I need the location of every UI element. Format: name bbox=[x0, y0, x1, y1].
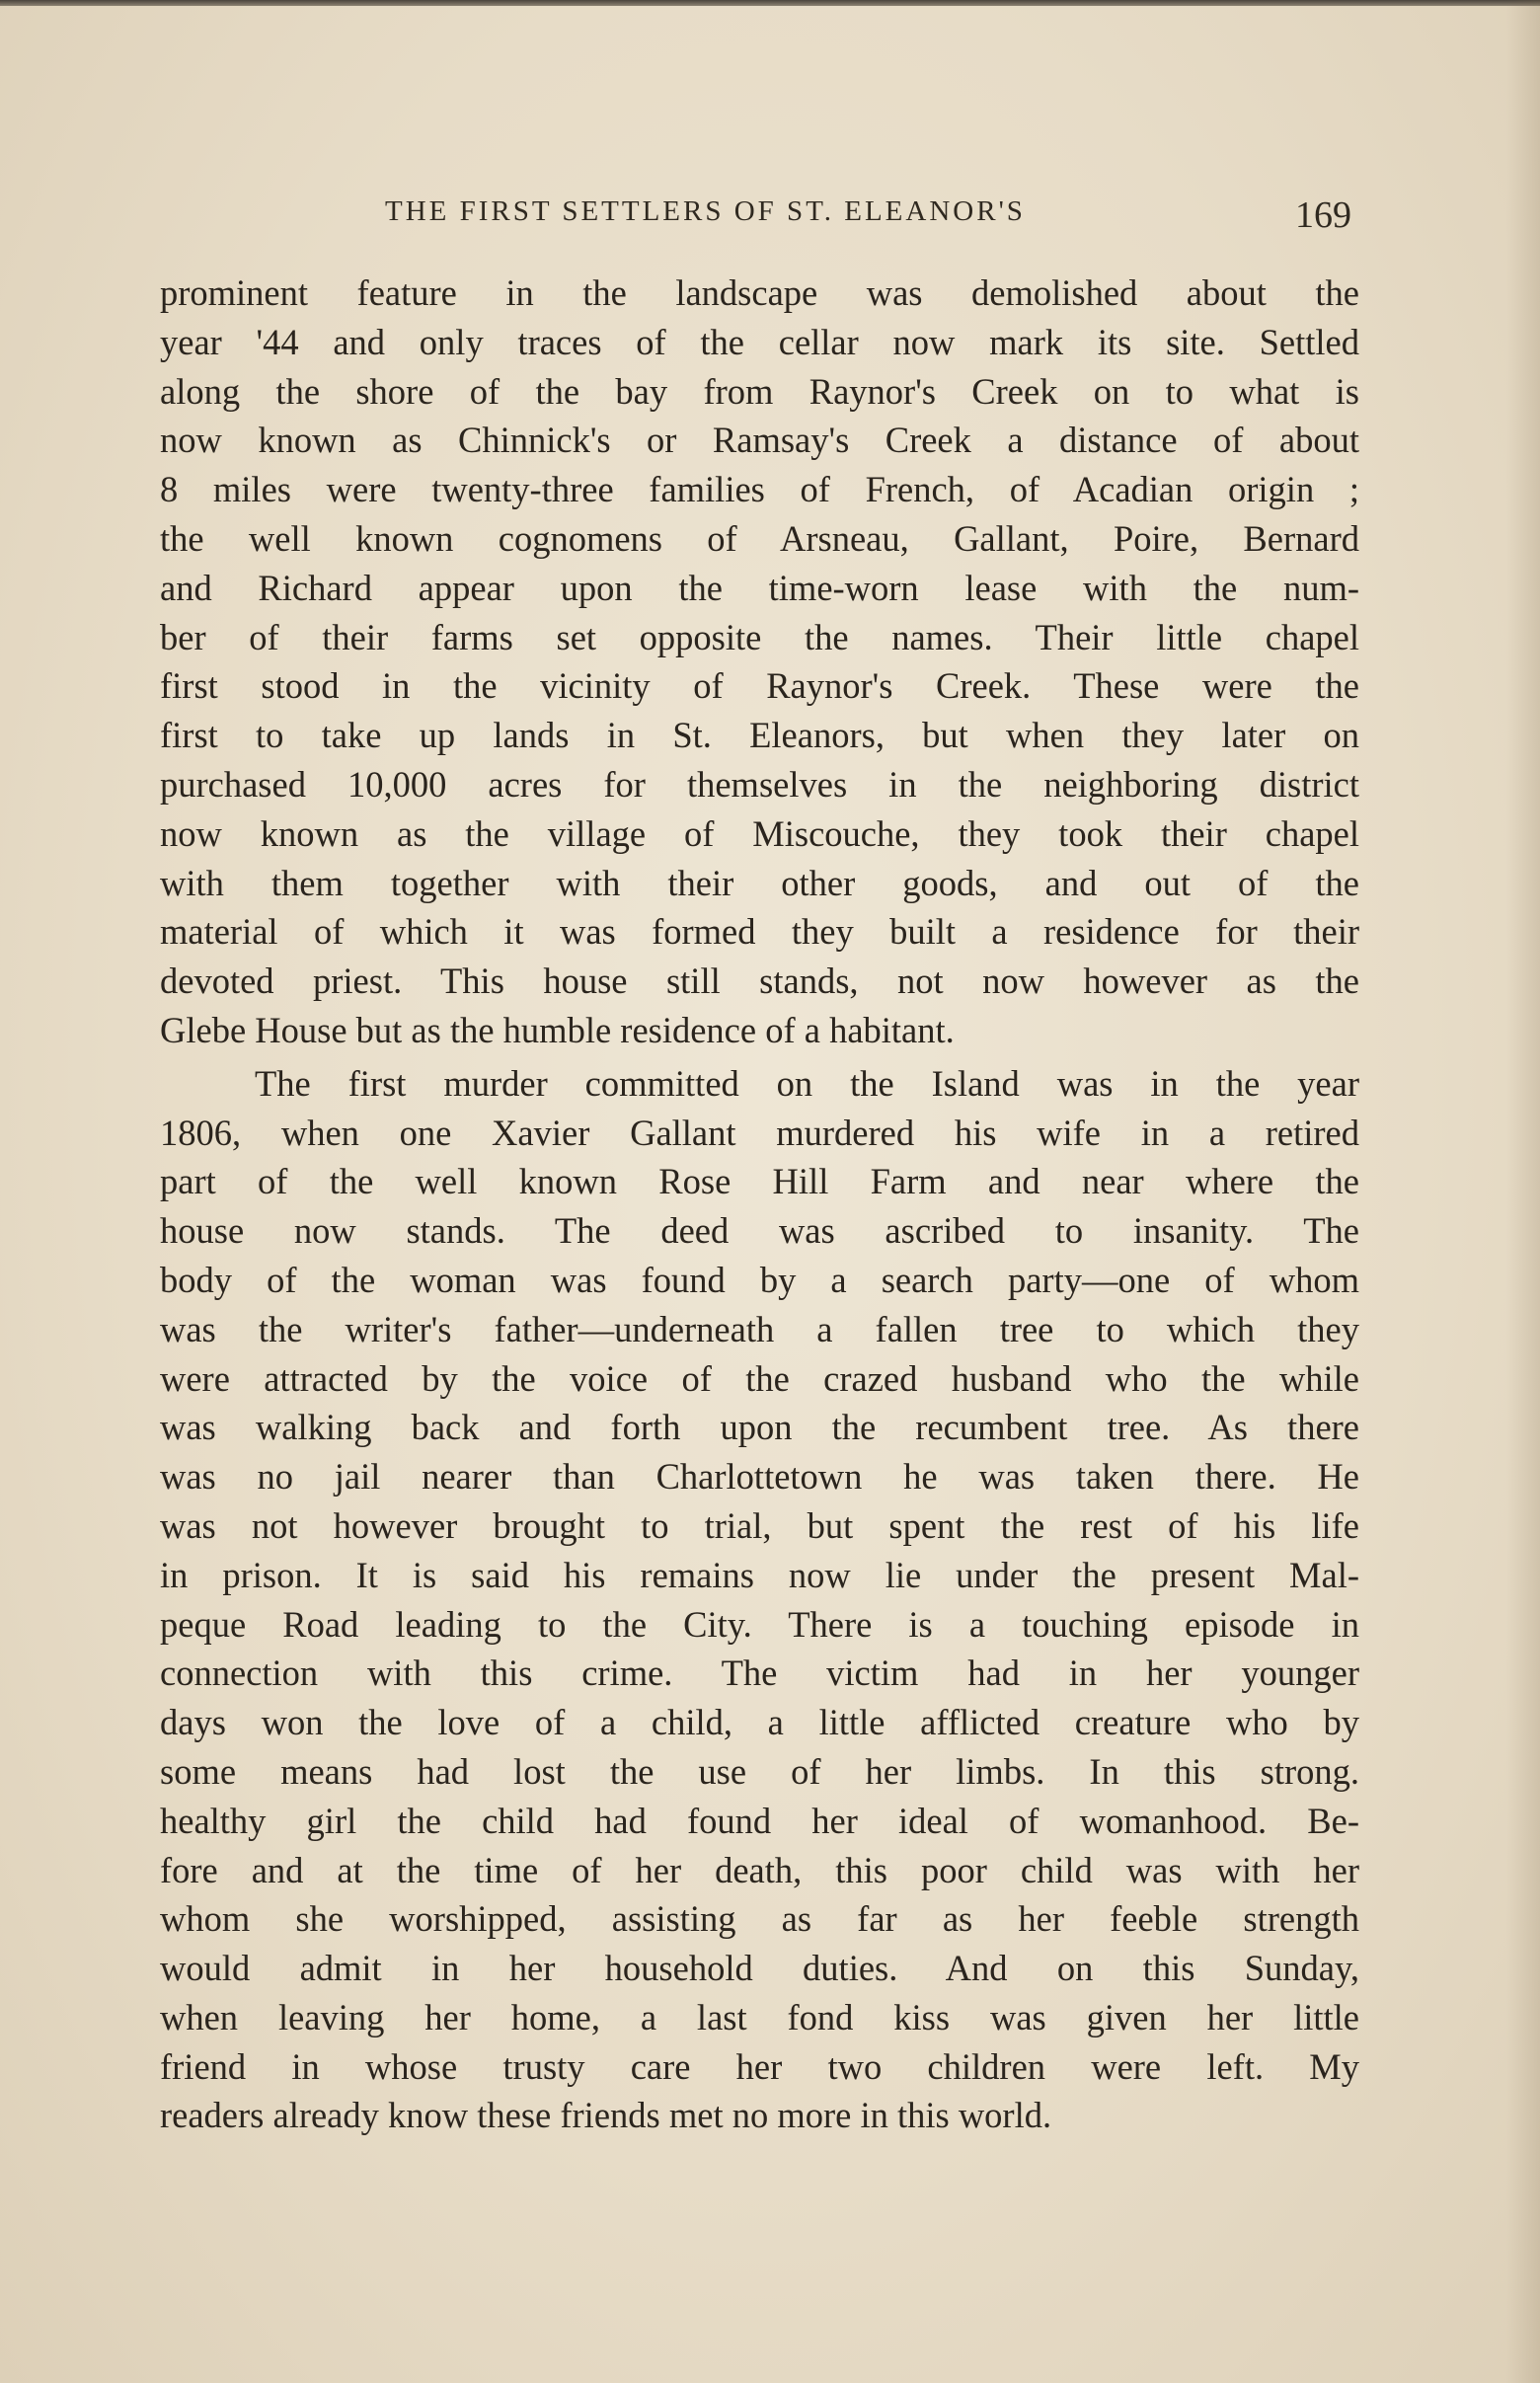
text-line: first to take up lands in St. Eleanors, but when they later on bbox=[160, 715, 1359, 756]
text-line: in prison. It is said his remains now lie under the present Mal- bbox=[160, 1554, 1359, 1595]
page-top-edge bbox=[0, 0, 1540, 6]
text-line: first stood in the vicinity of Raynor's Creek. These were the bbox=[160, 665, 1359, 707]
text-line: body of the woman was found by a search party—one of whom bbox=[160, 1259, 1359, 1300]
text-line: devoted priest. This house still stands, not now however as the bbox=[160, 961, 1359, 1002]
text-line: peque Road leading to the City. There is a touching episode in bbox=[160, 1603, 1359, 1645]
text-line: with them together with their other goods, and out of the bbox=[160, 862, 1359, 903]
text-line: was no jail nearer than Charlottetown he was taken there. He bbox=[160, 1456, 1359, 1498]
text-line: part of the well known Rose Hill Farm and near where the bbox=[160, 1161, 1359, 1202]
text-line: was not however brought to trial, but spent the rest of his life bbox=[160, 1504, 1359, 1546]
text-line: now known as Chinnick's or Ramsay's Creek a distance of about bbox=[160, 420, 1359, 461]
text-line: would admit in her household duties. And on this Sunday, bbox=[160, 1948, 1359, 1989]
paragraph bbox=[160, 269, 1359, 1055]
text-line: connection with this crime. The victim had in her younger bbox=[160, 1653, 1359, 1694]
text-line: Glebe House but as the humble residence of a habitant. bbox=[160, 1009, 955, 1050]
text-line: The first murder committed on the Island was in the year bbox=[255, 1062, 1359, 1104]
text-line: days won the love of a child, a little afflicted creature who by bbox=[160, 1702, 1359, 1743]
text-line: 1806, when one Xavier Gallant murdered his wife in a retired bbox=[160, 1112, 1359, 1153]
text-line: prominent feature in the landscape was demolished about the bbox=[160, 272, 1359, 313]
running-title: THE FIRST SETTLERS OF ST. ELEANOR'S bbox=[385, 195, 1026, 227]
text-line: when leaving her home, a last fond kiss was given her little bbox=[160, 1996, 1359, 2037]
text-line: healthy girl the child had found her ideal of womanhood. Be- bbox=[160, 1800, 1359, 1841]
body-text bbox=[160, 269, 1359, 2140]
paragraph bbox=[160, 1059, 1359, 2141]
text-line: and Richard appear upon the time-worn lease with the num- bbox=[160, 567, 1359, 608]
text-line: 8 miles were twenty-three families of French, of Acadian origin ; bbox=[160, 469, 1359, 510]
text-line: along the shore of the bay from Raynor's Creek on to what is bbox=[160, 370, 1359, 412]
text-line: fore and at the time of her death, this poor child was with her bbox=[160, 1849, 1359, 1890]
text-line: were attracted by the voice of the crazed husband who the while bbox=[160, 1357, 1359, 1399]
text-line: now known as the village of Miscouche, they took their chapel bbox=[160, 812, 1359, 854]
text-line: year '44 and only traces of the cellar now mark its site. Settled bbox=[160, 321, 1359, 362]
text-line: the well known cognomens of Arsneau, Gallant, Poire, Bernard bbox=[160, 517, 1359, 559]
page-gutter-shadow bbox=[1506, 0, 1540, 2383]
page-number: 169 bbox=[1295, 194, 1351, 236]
text-line: purchased 10,000 acres for themselves in the neighboring district bbox=[160, 763, 1359, 805]
text-line: material of which it was formed they built a residence for their bbox=[160, 911, 1359, 953]
text-line: some means had lost the use of her limbs. In this strong. bbox=[160, 1750, 1359, 1792]
text-line: readers already know these friends met no more in this world. bbox=[160, 2095, 1052, 2136]
text-line: was walking back and forth upon the recumbent tree. As there bbox=[160, 1407, 1359, 1448]
text-line: whom she worshipped, assisting as far as her feeble strength bbox=[160, 1898, 1359, 1940]
text-line: ber of their farms set opposite the names. Their little chapel bbox=[160, 616, 1359, 657]
text-line: friend in whose trusty care her two children were left. My bbox=[160, 2045, 1359, 2087]
text-line: was the writer's father—underneath a fallen tree to which they bbox=[160, 1308, 1359, 1349]
text-line: house now stands. The deed was ascribed to insanity. The bbox=[160, 1210, 1359, 1252]
